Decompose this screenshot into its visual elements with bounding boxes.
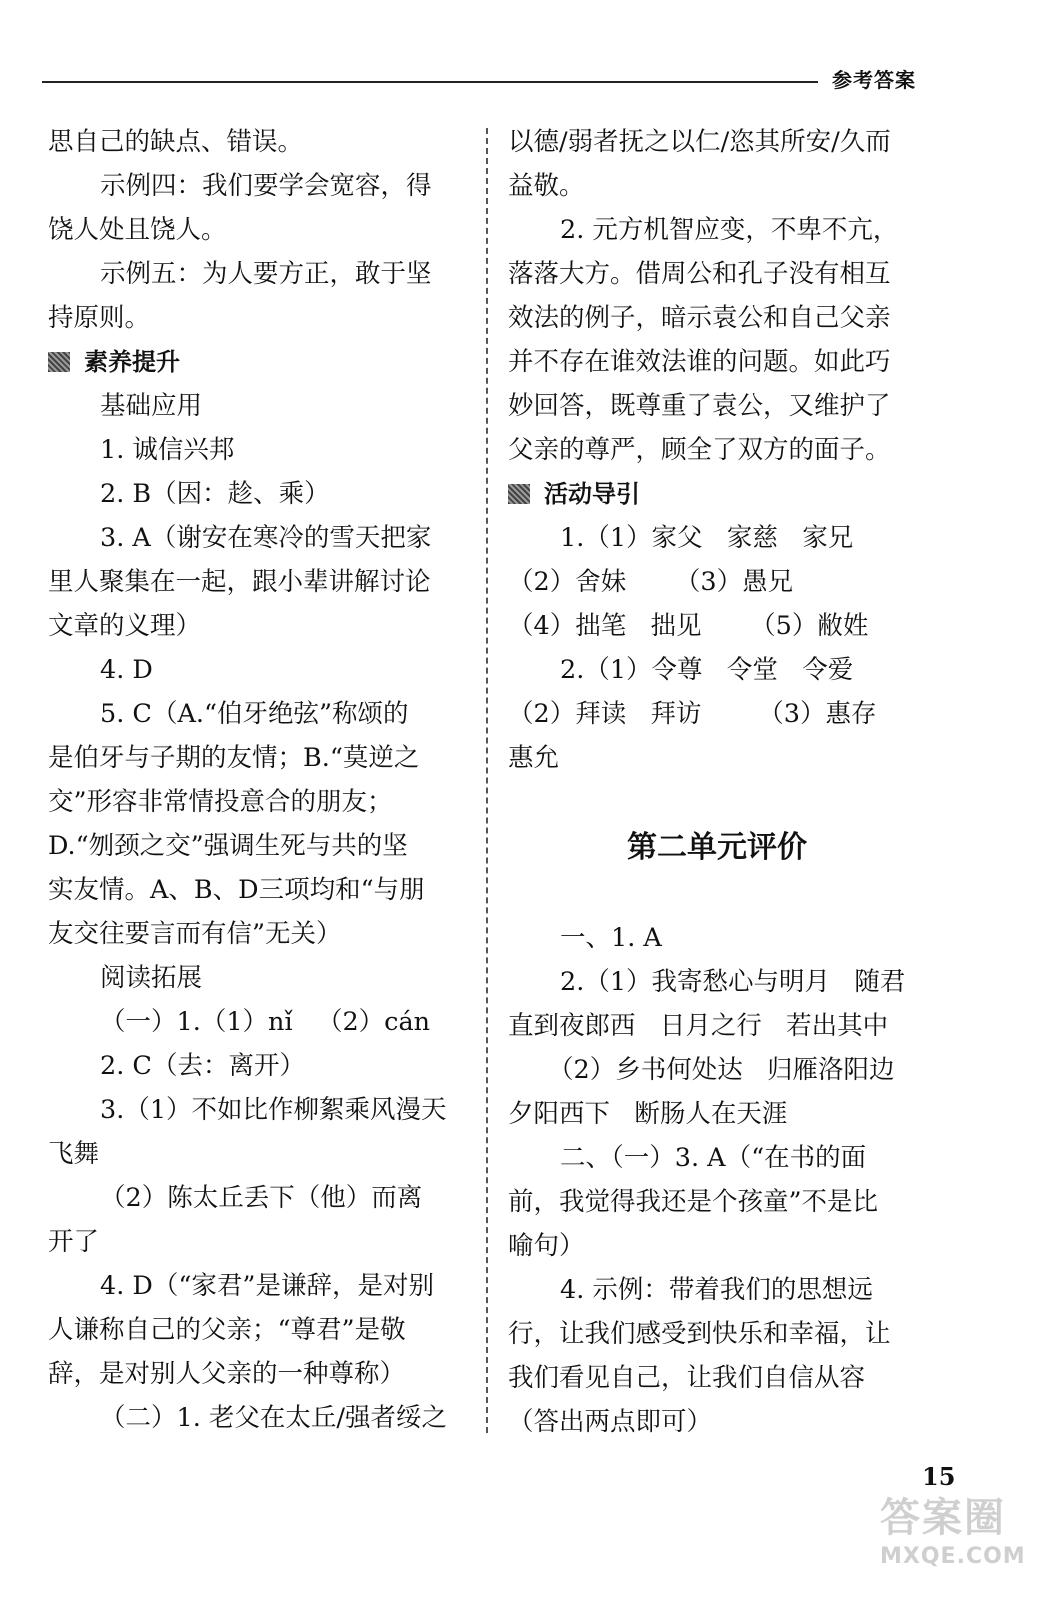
section-heading-text: 素养提升 (84, 348, 180, 376)
text-line: 妙回答，既尊重了袁公，又维护了 (508, 391, 891, 421)
text-line: 开了 (48, 1227, 100, 1257)
text-line: 并不存在谁效法谁的问题。如此巧 (508, 347, 891, 377)
text-line: （2）拜读 拜访 （3）惠存 (508, 699, 877, 729)
text-line: 思自己的缺点、错误。 (48, 127, 304, 157)
text-line: 示例四：我们要学会宽容，得 (100, 171, 432, 201)
text-line: 喻句） (508, 1231, 585, 1261)
text-line: 2.（1）我寄愁心与明月 随君 (560, 967, 906, 997)
section-heading (508, 472, 926, 516)
text-line: 4. D (100, 655, 153, 685)
text-line: 2. 元方机智应变，不卑不亢， (560, 215, 899, 245)
text-line: 辞，是对别人父亲的一种尊称） (48, 1359, 406, 1389)
text-line: 父亲的尊严，顾全了双方的面子。 (508, 435, 891, 465)
page-header-title: 参考答案 (832, 68, 916, 92)
watermark-url: MXQE.COM (880, 1544, 1026, 1569)
text-line: 基础应用 (100, 391, 203, 421)
text-line: 2.（1）令尊 令堂 令爱 (560, 655, 854, 685)
text-line: 二、（一）3. A（“在书的面 (560, 1143, 867, 1173)
text-line: 以德/弱者抚之以仁/恣其所安/久而 (508, 127, 891, 157)
text-line: 2. B（因：趁、乘） (100, 479, 330, 509)
text-line: 阅读拓展 (100, 963, 203, 993)
unit-title: 第二单元评价 (627, 830, 807, 865)
section-heading (48, 340, 462, 384)
text-line: 我们看见自己，让我们自信从容 (508, 1363, 866, 1393)
text-line: 惠允 (508, 743, 560, 773)
text-line: 益敬。 (508, 171, 585, 201)
text-line: D.“刎颈之交”强调生死与共的坚 (48, 831, 408, 861)
watermark (880, 1492, 1040, 1582)
text-line: （4）拙笔 拙见 （5）敝姓 (508, 611, 869, 641)
text-line: （2）陈太丘丢下（他）而离 (100, 1183, 423, 1213)
right-column (508, 120, 926, 1444)
text-line: 文章的义理） (48, 611, 202, 641)
text-line: （一）1.（1）nǐ （2）cán (100, 1007, 431, 1037)
left-column (48, 120, 462, 1440)
text-line: 5. C（A.“伯牙绝弦”称颂的 (100, 699, 409, 729)
text-line: 效法的例子，暗示袁公和自己父亲 (508, 303, 891, 333)
text-line: 1. 诚信兴邦 (100, 435, 235, 465)
text-line: 一、1. A (560, 923, 662, 953)
text-line: 3.（1）不如比作柳絮乘风漫天 (100, 1095, 447, 1125)
text-line: 4. D（“家君”是谦辞，是对别 (100, 1271, 434, 1301)
section-marker-icon (48, 352, 70, 372)
text-line: 人谦称自己的父亲；“尊君”是敬 (48, 1315, 406, 1345)
text-line: 2. C（去：离开） (100, 1051, 305, 1081)
text-line: 友交往要言而有信”无关） (48, 919, 342, 949)
text-line: （答出两点即可） (508, 1407, 713, 1437)
section-marker-icon (508, 484, 530, 504)
text-line: 里人聚集在一起，跟小辈讲解讨论 (48, 567, 431, 597)
text-line: 行，让我们感受到快乐和幸福，让 (508, 1319, 891, 1349)
column-divider (486, 128, 488, 1433)
text-line: （2）舍妹 （3）愚兄 (508, 567, 794, 597)
text-line: 示例五：为人要方正，敢于坚 (100, 259, 432, 289)
watermark-logo: 答案圈 (880, 1495, 1006, 1541)
text-line: 落落大方。借周公和孔子没有相互 (508, 259, 891, 289)
text-line: 前，我觉得我还是个孩童”不是比 (508, 1187, 879, 1217)
text-line: 饶人处且饶人。 (48, 215, 227, 245)
text-line: （2）乡书何处达 归雁洛阳边 (548, 1055, 895, 1085)
text-line: 3. A（谢安在寒冷的雪天把家 (100, 523, 432, 553)
text-line: 是伯牙与子期的友情；B.“莫逆之 (48, 743, 420, 773)
text-line: 持原则。 (48, 303, 151, 333)
text-line: 夕阳西下 断肠人在天涯 (508, 1099, 788, 1129)
page-number: 15 (922, 1462, 956, 1491)
text-line: 实友情。A、B、D三项均和“与朋 (48, 875, 425, 905)
text-line: 飞舞 (48, 1139, 100, 1169)
section-heading-text: 活动导引 (544, 480, 640, 508)
text-line: （二）1. 老父在太丘/强者绥之 (100, 1403, 448, 1433)
text-line: 4. 示例：带着我们的思想远 (560, 1275, 873, 1305)
header-rule (42, 81, 818, 83)
text-line: 直到夜郎西 日月之行 若出其中 (508, 1011, 889, 1041)
text-line: 交”形容非常情投意合的朋友； (48, 787, 393, 817)
text-line: 1.（1）家父 家慈 家兄 (560, 523, 854, 553)
